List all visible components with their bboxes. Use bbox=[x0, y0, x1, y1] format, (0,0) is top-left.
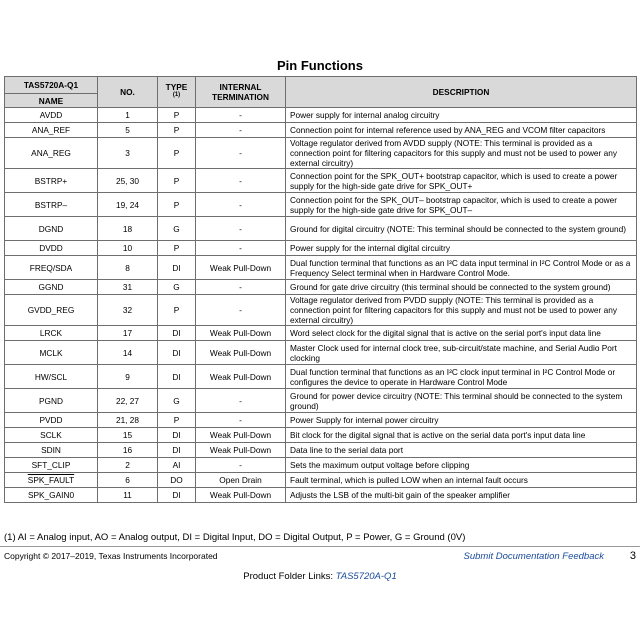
pin-number: 10 bbox=[98, 241, 158, 256]
pin-name: AVDD bbox=[5, 108, 98, 123]
pin-number: 25, 30 bbox=[98, 169, 158, 193]
header-description: DESCRIPTION bbox=[286, 77, 637, 108]
table-row bbox=[5, 123, 637, 138]
pin-name: LRCK bbox=[5, 326, 98, 341]
pin-type: P bbox=[158, 295, 196, 326]
header-type bbox=[158, 77, 196, 108]
pin-type: P bbox=[158, 169, 196, 193]
pin-termination: - bbox=[196, 413, 286, 428]
copyright: Copyright © 2017–2019, Texas Instruments Incorporated bbox=[4, 551, 218, 561]
pin-termination: - bbox=[196, 169, 286, 193]
pin-type: P bbox=[158, 138, 196, 169]
pin-type: DI bbox=[158, 428, 196, 443]
pin-description: Ground for gate drive circuitry (this terminal should be connected to the system ground) bbox=[286, 280, 637, 295]
pin-name: PVDD bbox=[5, 413, 98, 428]
table-row bbox=[5, 389, 637, 413]
pin-description: Dual function terminal that functions as an I²C clock input terminal in I²C Control Mode or configures the device to operate in Hardware Control Mode bbox=[286, 365, 637, 389]
pin-termination: - bbox=[196, 123, 286, 138]
pin-name: FREQ/SDA bbox=[5, 256, 98, 280]
pin-name: SDIN bbox=[5, 443, 98, 458]
pin-termination: Weak Pull-Down bbox=[196, 443, 286, 458]
pin-type: DI bbox=[158, 341, 196, 365]
header-name: NAME bbox=[5, 94, 98, 108]
pin-termination: - bbox=[196, 138, 286, 169]
pin-number: 9 bbox=[98, 365, 158, 389]
pin-name: SPK_GAIN0 bbox=[5, 488, 98, 503]
pin-name: HW/SCL bbox=[5, 365, 98, 389]
table-row bbox=[5, 108, 637, 123]
pin-description: Connection point for the SPK_OUT– bootstrap capacitor, which is used to create a power supply for the high-side gate drive for SPK_OUT– bbox=[286, 193, 637, 217]
pin-name bbox=[5, 473, 98, 488]
pin-description: Dual function terminal that functions as an I²C data input terminal in I²C Control Mode or as a Frequency Select terminal when in Hardware Control Mode. bbox=[286, 256, 637, 280]
pin-termination: - bbox=[196, 217, 286, 241]
pin-number: 5 bbox=[98, 123, 158, 138]
pin-name: ANA_REF bbox=[5, 123, 98, 138]
pin-termination: - bbox=[196, 458, 286, 473]
pin-description: Bit clock for the digital signal that is active on the serial data port's input data line bbox=[286, 428, 637, 443]
header-internal-termination-line2: TERMINATION bbox=[212, 92, 269, 102]
pin-termination: Weak Pull-Down bbox=[196, 256, 286, 280]
pin-description: Ground for power device circuitry (NOTE: This terminal should be connected to the system ground) bbox=[286, 389, 637, 413]
pin-name: PGND bbox=[5, 389, 98, 413]
pin-type: G bbox=[158, 389, 196, 413]
pin-number: 11 bbox=[98, 488, 158, 503]
pin-number: 16 bbox=[98, 443, 158, 458]
product-folder-links bbox=[0, 571, 640, 582]
header-part: TAS5720A-Q1 bbox=[5, 77, 98, 94]
pin-type: DI bbox=[158, 488, 196, 503]
header-internal-termination bbox=[196, 77, 286, 108]
pin-type: DI bbox=[158, 443, 196, 458]
table-row bbox=[5, 341, 637, 365]
table-row bbox=[5, 193, 637, 217]
pin-termination: Weak Pull-Down bbox=[196, 428, 286, 443]
pin-termination: Weak Pull-Down bbox=[196, 488, 286, 503]
pin-number: 14 bbox=[98, 341, 158, 365]
table-row bbox=[5, 217, 637, 241]
pin-termination: Weak Pull-Down bbox=[196, 341, 286, 365]
table-row bbox=[5, 488, 637, 503]
pin-name: MCLK bbox=[5, 341, 98, 365]
pin-name-overline: SPK_FAULT bbox=[27, 475, 75, 485]
product-folder-label: Product Folder Links: bbox=[243, 571, 334, 582]
pin-termination: - bbox=[196, 241, 286, 256]
pin-type: AI bbox=[158, 458, 196, 473]
table-row bbox=[5, 443, 637, 458]
table-row bbox=[5, 138, 637, 169]
pin-termination: - bbox=[196, 280, 286, 295]
pin-number: 1 bbox=[98, 108, 158, 123]
pin-description: Voltage regulator derived from PVDD supply (NOTE: This terminal is provided as a connection point for filtering capacitors for this supply and must not be used to power any external circuitry) bbox=[286, 295, 637, 326]
pin-type: P bbox=[158, 193, 196, 217]
pin-number: 22, 27 bbox=[98, 389, 158, 413]
pin-type: DI bbox=[158, 365, 196, 389]
pin-number: 6 bbox=[98, 473, 158, 488]
submit-feedback-link[interactable]: Submit Documentation Feedback bbox=[463, 551, 604, 562]
pin-description: Adjusts the LSB of the multi-bit gain of the speaker amplifier bbox=[286, 488, 637, 503]
pin-type: P bbox=[158, 241, 196, 256]
pin-description: Master Clock used for internal clock tree, sub-circuit/state machine, and Serial Audio Port clocking bbox=[286, 341, 637, 365]
page-number: 3 bbox=[629, 550, 636, 562]
pin-description: Data line to the serial data port bbox=[286, 443, 637, 458]
header-type-label: TYPE bbox=[165, 82, 188, 92]
table-row bbox=[5, 169, 637, 193]
pin-rows bbox=[5, 108, 637, 503]
table-row bbox=[5, 473, 637, 488]
pin-name: DVDD bbox=[5, 241, 98, 256]
pin-number: 21, 28 bbox=[98, 413, 158, 428]
pin-description: Connection point for internal reference used by ANA_REG and VCOM filter capacitors bbox=[286, 123, 637, 138]
table-row bbox=[5, 295, 637, 326]
pin-description: Connection point for the SPK_OUT+ bootstrap capacitor, which is used to create a power supply for the high-side gate drive for SPK_OUT+ bbox=[286, 169, 637, 193]
pin-name: DGND bbox=[5, 217, 98, 241]
pin-functions-table bbox=[4, 76, 637, 503]
pin-termination: - bbox=[196, 389, 286, 413]
table-row bbox=[5, 458, 637, 473]
pin-name: GGND bbox=[5, 280, 98, 295]
pin-termination: Weak Pull-Down bbox=[196, 365, 286, 389]
pin-termination: Weak Pull-Down bbox=[196, 326, 286, 341]
pin-description: Power supply for the internal digital circuitry bbox=[286, 241, 637, 256]
header-internal-termination-line1: INTERNAL bbox=[219, 82, 262, 92]
product-folder-link[interactable]: TAS5720A-Q1 bbox=[335, 571, 397, 582]
pin-termination: - bbox=[196, 108, 286, 123]
pin-termination: Open Drain bbox=[196, 473, 286, 488]
pin-number: 2 bbox=[98, 458, 158, 473]
pin-type: G bbox=[158, 217, 196, 241]
table-row bbox=[5, 256, 637, 280]
pin-description: Power supply for internal analog circuitry bbox=[286, 108, 637, 123]
pin-name: BSTRP+ bbox=[5, 169, 98, 193]
table-row bbox=[5, 241, 637, 256]
table-row bbox=[5, 365, 637, 389]
pin-type: G bbox=[158, 280, 196, 295]
pin-type: P bbox=[158, 123, 196, 138]
table-row bbox=[5, 428, 637, 443]
table-row bbox=[5, 280, 637, 295]
pin-name: ANA_REG bbox=[5, 138, 98, 169]
table-row bbox=[5, 326, 637, 341]
pin-termination: - bbox=[196, 193, 286, 217]
pin-description: Sets the maximum output voltage before clipping bbox=[286, 458, 637, 473]
type-footnote: (1) AI = Analog input, AO = Analog output, DI = Digital Input, DO = Digital Output, P = Power, G = Ground (0V) bbox=[4, 532, 466, 543]
pin-type: DI bbox=[158, 256, 196, 280]
pin-description: Voltage regulator derived from AVDD supply (NOTE: This terminal is provided as a connection point for filtering capacitors for this supply and must not be used to power any external circuitry) bbox=[286, 138, 637, 169]
pin-name: GVDD_REG bbox=[5, 295, 98, 326]
pin-number: 17 bbox=[98, 326, 158, 341]
pin-number: 15 bbox=[98, 428, 158, 443]
pin-number: 32 bbox=[98, 295, 158, 326]
pin-name: BSTRP– bbox=[5, 193, 98, 217]
pin-number: 8 bbox=[98, 256, 158, 280]
pin-name: SCLK bbox=[5, 428, 98, 443]
header-no: NO. bbox=[98, 77, 158, 108]
header-type-footnote-ref[interactable]: (1) bbox=[172, 92, 181, 99]
table-row bbox=[5, 413, 637, 428]
pin-type: DI bbox=[158, 326, 196, 341]
pin-description: Fault terminal, which is pulled LOW when an internal fault occurs bbox=[286, 473, 637, 488]
pin-type: P bbox=[158, 413, 196, 428]
page-title: Pin Functions bbox=[277, 58, 363, 73]
pin-termination: - bbox=[196, 295, 286, 326]
pin-type: P bbox=[158, 108, 196, 123]
pin-description: Word select clock for the digital signal that is active on the serial port's input data line bbox=[286, 326, 637, 341]
footer-divider bbox=[0, 546, 640, 547]
pin-number: 19, 24 bbox=[98, 193, 158, 217]
pin-name: SFT_CLIP bbox=[5, 458, 98, 473]
pin-type: DO bbox=[158, 473, 196, 488]
pin-number: 18 bbox=[98, 217, 158, 241]
pin-description: Power Supply for internal power circuitry bbox=[286, 413, 637, 428]
pin-description: Ground for digital circuitry (NOTE: This terminal should be connected to the system ground) bbox=[286, 217, 637, 241]
pin-number: 3 bbox=[98, 138, 158, 169]
pin-number: 31 bbox=[98, 280, 158, 295]
